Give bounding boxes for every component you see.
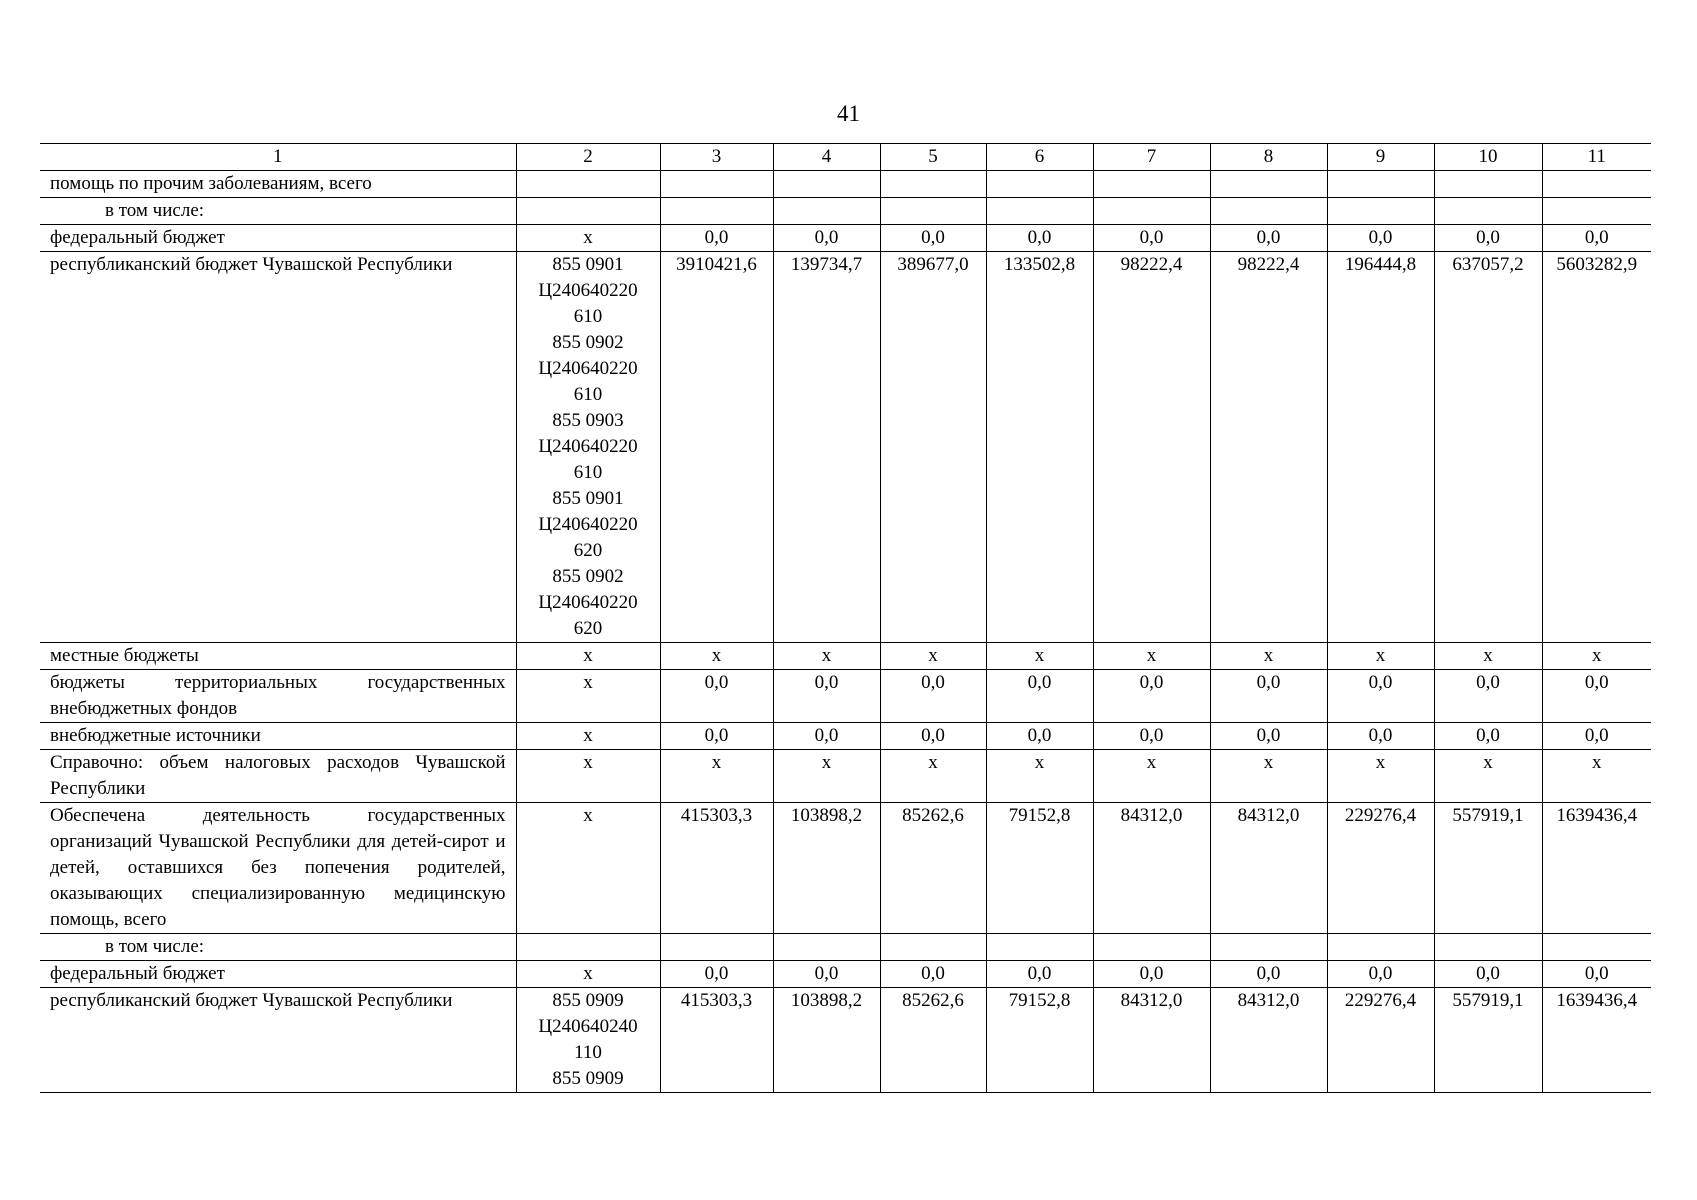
amount-cell: x <box>1093 643 1210 670</box>
amount-cell <box>1434 171 1542 198</box>
amount-cell: 84312,0 <box>1210 803 1327 934</box>
table-row <box>40 750 1651 803</box>
amount-cell <box>1210 171 1327 198</box>
row-description: федеральный бюджет <box>40 225 516 252</box>
budget-code: 855 0901 Ц240640220 610 855 0902 Ц240640220 610 855 0903 Ц240640220 610 855 0901 Ц240640220 620 855 0902 Ц240640220 620 <box>516 252 660 643</box>
amount-cell <box>660 171 773 198</box>
amount-cell: 0,0 <box>1434 225 1542 252</box>
table-row <box>40 670 1651 723</box>
budget-code: x <box>516 961 660 988</box>
amount-cell <box>1434 934 1542 961</box>
column-number: 4 <box>773 144 880 171</box>
amount-cell: 85262,6 <box>880 803 986 934</box>
column-number: 11 <box>1542 144 1651 171</box>
budget-code: x <box>516 723 660 750</box>
amount-cell: x <box>880 750 986 803</box>
amount-cell: 229276,4 <box>1327 988 1434 1093</box>
row-description: федеральный бюджет <box>40 961 516 988</box>
amount-cell: 0,0 <box>1542 723 1651 750</box>
amount-cell: x <box>1542 750 1651 803</box>
amount-cell: x <box>660 643 773 670</box>
amount-cell: 0,0 <box>1210 961 1327 988</box>
table-row <box>40 988 1651 1093</box>
amount-cell: 0,0 <box>1327 670 1434 723</box>
amount-cell: 79152,8 <box>986 803 1093 934</box>
budget-table <box>40 143 1651 1093</box>
amount-cell: 3910421,6 <box>660 252 773 643</box>
amount-cell: 0,0 <box>880 723 986 750</box>
amount-cell <box>1093 171 1210 198</box>
amount-cell: x <box>660 750 773 803</box>
amount-cell <box>986 171 1093 198</box>
table-row <box>40 198 1651 225</box>
amount-cell: 0,0 <box>660 723 773 750</box>
amount-cell <box>1542 171 1651 198</box>
amount-cell: 0,0 <box>1093 670 1210 723</box>
amount-cell <box>1210 198 1327 225</box>
amount-cell: 1639436,4 <box>1542 988 1651 1093</box>
amount-cell: 1639436,4 <box>1542 803 1651 934</box>
amount-cell: x <box>1327 643 1434 670</box>
amount-cell: 103898,2 <box>773 988 880 1093</box>
table-row <box>40 934 1651 961</box>
amount-cell: 0,0 <box>773 723 880 750</box>
amount-cell: x <box>1434 643 1542 670</box>
amount-cell: 103898,2 <box>773 803 880 934</box>
amount-cell: 0,0 <box>773 961 880 988</box>
amount-cell <box>986 934 1093 961</box>
amount-cell: 415303,3 <box>660 803 773 934</box>
budget-code <box>516 934 660 961</box>
column-number: 3 <box>660 144 773 171</box>
amount-cell: 139734,7 <box>773 252 880 643</box>
amount-cell <box>1327 198 1434 225</box>
amount-cell: 84312,0 <box>1210 988 1327 1093</box>
amount-cell: 79152,8 <box>986 988 1093 1093</box>
amount-cell: 0,0 <box>880 225 986 252</box>
amount-cell <box>773 934 880 961</box>
column-number: 6 <box>986 144 1093 171</box>
amount-cell: 0,0 <box>1327 723 1434 750</box>
amount-cell: 637057,2 <box>1434 252 1542 643</box>
amount-cell: x <box>1434 750 1542 803</box>
budget-code: x <box>516 643 660 670</box>
budget-code: x <box>516 225 660 252</box>
row-description: помощь по прочим заболеваниям, всего <box>40 171 516 198</box>
row-description: в том числе: <box>40 198 516 225</box>
amount-cell: x <box>773 750 880 803</box>
amount-cell <box>880 198 986 225</box>
budget-code: x <box>516 803 660 934</box>
amount-cell: 0,0 <box>1093 225 1210 252</box>
amount-cell: 85262,6 <box>880 988 986 1093</box>
amount-cell: 196444,8 <box>1327 252 1434 643</box>
amount-cell: x <box>1093 750 1210 803</box>
column-number: 7 <box>1093 144 1210 171</box>
table-row <box>40 643 1651 670</box>
row-description: Обеспечена деятельность государственных организаций Чувашской Республики для детей-сирот и детей, оставшихся без попечения родителей, оказывающих специализированную медицинскую помощь, всего <box>40 803 516 934</box>
column-number: 10 <box>1434 144 1542 171</box>
amount-cell: x <box>880 643 986 670</box>
amount-cell <box>660 198 773 225</box>
row-description: внебюджетные источники <box>40 723 516 750</box>
amount-cell: 0,0 <box>660 225 773 252</box>
amount-cell: 98222,4 <box>1210 252 1327 643</box>
amount-cell <box>660 934 773 961</box>
amount-cell: 0,0 <box>773 670 880 723</box>
amount-cell: 0,0 <box>1093 961 1210 988</box>
amount-cell: x <box>1210 643 1327 670</box>
amount-cell: 0,0 <box>773 225 880 252</box>
amount-cell: 557919,1 <box>1434 803 1542 934</box>
amount-cell: x <box>1210 750 1327 803</box>
amount-cell: 0,0 <box>880 961 986 988</box>
amount-cell: 0,0 <box>986 670 1093 723</box>
amount-cell: 389677,0 <box>880 252 986 643</box>
row-description: в том числе: <box>40 934 516 961</box>
amount-cell <box>1327 171 1434 198</box>
amount-cell: 0,0 <box>1210 225 1327 252</box>
amount-cell: 84312,0 <box>1093 988 1210 1093</box>
row-description: местные бюджеты <box>40 643 516 670</box>
amount-cell <box>986 198 1093 225</box>
table-row <box>40 171 1651 198</box>
table-row <box>40 252 1651 643</box>
amount-cell <box>1542 198 1651 225</box>
amount-cell: 0,0 <box>1210 723 1327 750</box>
amount-cell <box>880 934 986 961</box>
amount-cell: 84312,0 <box>1093 803 1210 934</box>
amount-cell: x <box>986 750 1093 803</box>
amount-cell: 0,0 <box>1327 225 1434 252</box>
amount-cell <box>1327 934 1434 961</box>
budget-code: x <box>516 670 660 723</box>
row-description: бюджеты территориальных государственных внебюджетных фондов <box>40 670 516 723</box>
amount-cell: 98222,4 <box>1093 252 1210 643</box>
amount-cell: 0,0 <box>880 670 986 723</box>
amount-cell: 0,0 <box>660 670 773 723</box>
amount-cell: 0,0 <box>986 723 1093 750</box>
page-number: 41 <box>837 101 860 126</box>
column-number: 1 <box>40 144 516 171</box>
amount-cell: 0,0 <box>1327 961 1434 988</box>
amount-cell: 0,0 <box>1542 225 1651 252</box>
amount-cell: x <box>1327 750 1434 803</box>
table-row <box>40 225 1651 252</box>
amount-cell: 0,0 <box>1434 961 1542 988</box>
budget-code <box>516 171 660 198</box>
amount-cell <box>1434 198 1542 225</box>
amount-cell <box>1210 934 1327 961</box>
amount-cell: 0,0 <box>1542 961 1651 988</box>
column-number-row <box>40 144 1651 171</box>
budget-code <box>516 198 660 225</box>
column-number: 8 <box>1210 144 1327 171</box>
amount-cell: x <box>986 643 1093 670</box>
budget-code: x <box>516 750 660 803</box>
column-number: 5 <box>880 144 986 171</box>
amount-cell: 0,0 <box>1542 670 1651 723</box>
column-number: 2 <box>516 144 660 171</box>
amount-cell <box>1093 934 1210 961</box>
budget-code: 855 0909 Ц240640240 110 855 0909 <box>516 988 660 1093</box>
table-row <box>40 961 1651 988</box>
amount-cell <box>880 171 986 198</box>
amount-cell: x <box>773 643 880 670</box>
amount-cell: 0,0 <box>660 961 773 988</box>
table-row <box>40 803 1651 934</box>
amount-cell: x <box>1542 643 1651 670</box>
amount-cell: 415303,3 <box>660 988 773 1093</box>
row-description: республиканский бюджет Чувашской Республики <box>40 988 516 1093</box>
amount-cell: 0,0 <box>986 961 1093 988</box>
amount-cell <box>773 198 880 225</box>
amount-cell: 133502,8 <box>986 252 1093 643</box>
column-number: 9 <box>1327 144 1434 171</box>
amount-cell: 0,0 <box>1434 670 1542 723</box>
row-description: республиканский бюджет Чувашской Республики <box>40 252 516 643</box>
amount-cell: 0,0 <box>1210 670 1327 723</box>
amount-cell: 229276,4 <box>1327 803 1434 934</box>
amount-cell <box>773 171 880 198</box>
amount-cell: 0,0 <box>1434 723 1542 750</box>
amount-cell: 0,0 <box>986 225 1093 252</box>
amount-cell: 5603282,9 <box>1542 252 1651 643</box>
amount-cell: 557919,1 <box>1434 988 1542 1093</box>
amount-cell <box>1093 198 1210 225</box>
row-description: Справочно: объем налоговых расходов Чувашской Республики <box>40 750 516 803</box>
amount-cell: 0,0 <box>1093 723 1210 750</box>
table-row <box>40 723 1651 750</box>
amount-cell <box>1542 934 1651 961</box>
